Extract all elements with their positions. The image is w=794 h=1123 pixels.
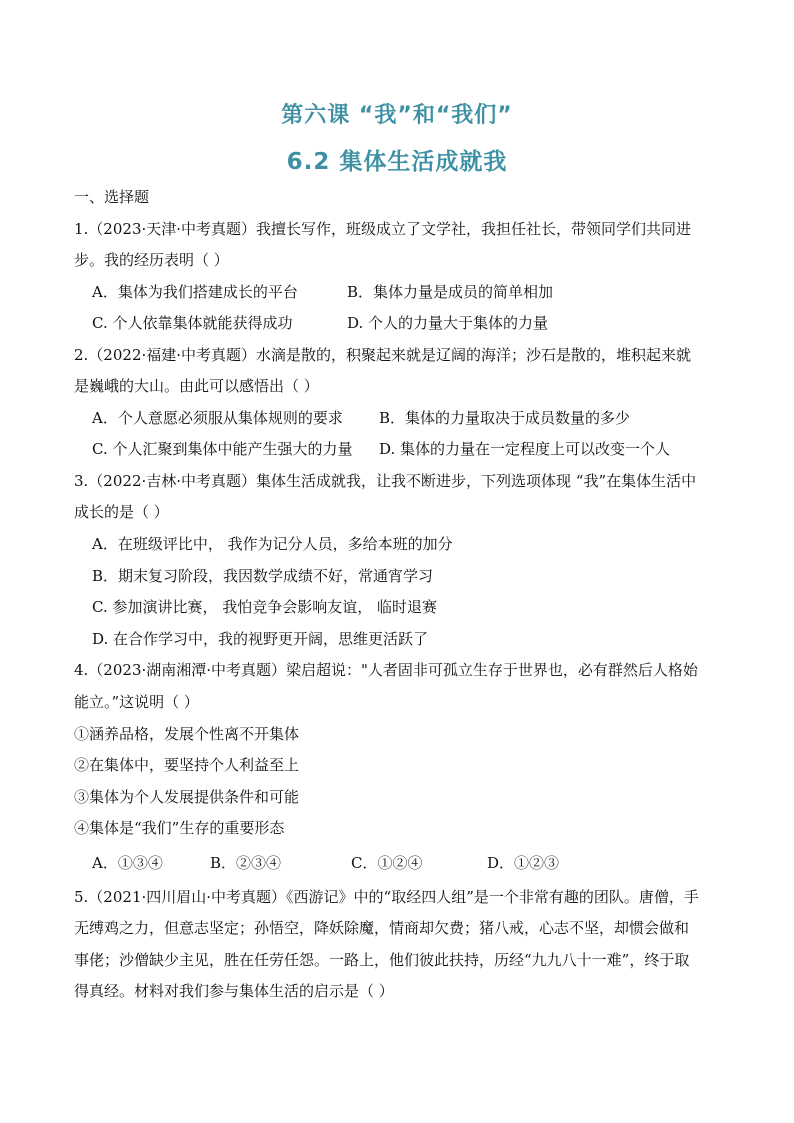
question-4-line-1: 4.（2023·湖南湘潭·中考真题）梁启超说："人者固非可孤立生存于世界也，必有群然后人格始	[74, 661, 698, 679]
question-2-option-a: A．个人意愿必须服从集体规则的要求	[92, 409, 343, 427]
lesson-title: 第六课 “我”和“我们”	[281, 103, 513, 128]
question-2-option-c: C. 个人汇聚到集体中能产生强大的力量	[92, 440, 353, 458]
section-title: 6.2 集体生活成就我	[286, 149, 508, 175]
question-5-line-1: 5.（2021·四川眉山·中考真题）《西游记》中的“取经四人组”是一个非常有趣的团队。唐僧，手	[74, 888, 699, 906]
question-1-option-a: A．集体为我们搭建成长的平台	[92, 283, 298, 301]
question-3-option-b: B．期末复习阶段，我因数学成绩不好，常通宵学习	[92, 567, 434, 585]
question-1-line-1: 1.（2023·天津·中考真题）我擅长写作，班级成立了文学社，我担任社长，带领同学们共同进	[74, 220, 692, 238]
question-type-label: 一、选择题	[74, 188, 150, 206]
question-4-statement-2: ②在集体中，要坚持个人利益至上	[74, 756, 300, 774]
question-3-line-1: 3.（2022·吉林·中考真题）集体生活成就我，让我不断进步，下列选项体现 “我”在集体生活中	[74, 472, 697, 490]
question-4-option-a: A．①③④	[92, 854, 163, 872]
question-2-option-d: D. 集体的力量在一定程度上可以改变一个人	[379, 440, 671, 458]
question-4-option-c: C．①②④	[351, 854, 423, 872]
question-5-line-2: 无缚鸡之力，但意志坚定；孙悟空，降妖除魔，情商却欠费；猪八戒，心志不坚，却惯会做和	[74, 919, 690, 937]
question-1-option-c: C. 个人依靠集体就能获得成功	[92, 314, 293, 332]
question-2-line-1: 2.（2022·福建·中考真题）水滴是散的，积聚起来就是辽阔的海洋；沙石是散的，堆积起来就	[74, 346, 692, 364]
question-2-line-2: 是巍峨的大山。由此可以感悟出（ ）	[74, 377, 319, 395]
question-4-option-b: B．②③④	[210, 854, 282, 872]
question-5-line-4: 得真经。材料对我们参与集体生活的启示是（ ）	[74, 982, 394, 1000]
question-4-statement-3: ③集体为个人发展提供条件和可能	[74, 788, 300, 806]
question-3-option-a: A．在班级评比中， 我作为记分人员，多给本班的加分	[92, 535, 453, 553]
question-5-line-3: 事佬；沙僧缺少主见，胜在任劳任怨。一路上，他们彼此扶持，历经“九九八十一难”，终于取	[74, 951, 690, 969]
question-4-statement-1: ①涵养品格，发展个性离不开集体	[74, 725, 300, 743]
question-4-line-2: 能立。”这说明（ ）	[74, 693, 199, 711]
question-3-option-c: C. 参加演讲比赛， 我怕竞争会影响友谊， 临时退赛	[92, 598, 438, 616]
question-1-option-d: D. 个人的力量大于集体的力量	[347, 314, 549, 332]
question-3-option-d: D. 在合作学习中，我的视野更开阔，思维更活跃了	[92, 630, 429, 648]
question-4-option-d: D．①②③	[487, 854, 560, 872]
question-3-line-2: 成长的是（ ）	[74, 503, 169, 521]
question-4-statement-4: ④集体是“我们”生存的重要形态	[74, 819, 285, 837]
question-2-option-b: B．集体的力量取决于成员数量的多少	[379, 409, 631, 427]
question-1-option-b: B．集体力量是成员的简单相加	[347, 283, 554, 301]
question-1-line-2: 步。我的经历表明（ ）	[74, 251, 229, 269]
